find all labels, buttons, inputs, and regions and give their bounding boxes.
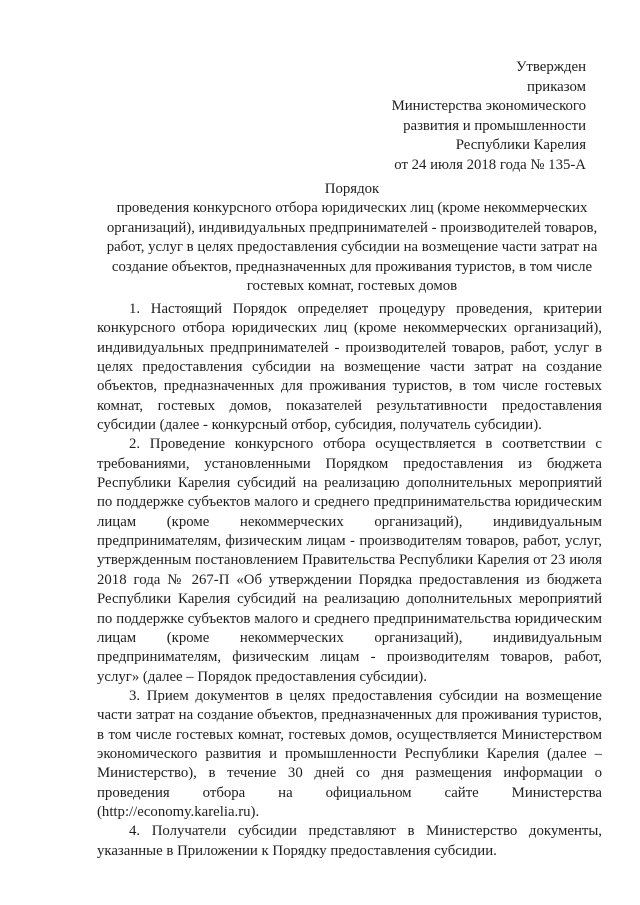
document-body: [97, 300, 602, 861]
document-subtitle: проведения конкурсного отбора юридических лиц (кроме некоммерческих организаций), индивидуальных предпринимателей - производителей товаров, работ, услуг в целях предоставления субсидии на возмещение части затрат на создание объектов, предназначенных для проживания туристов, в том числе гостевых комнат, гостевых домов: [106, 200, 598, 295]
approval-line: от 24 июля 2018 года № 135-А: [394, 156, 586, 173]
paragraph-3: 3. Прием документов в целях предоставления субсидии на возмещение части затрат на создание объектов, предназначенных для проживания туристов, в том числе гостевых комнат, гостевых домов, осуществляется Министерством экономического развития и промышленности Республики Карелия (далее – Министерство), в течение 30 дней со дня размещения информации о проведения отбора на официальном сайте Министерства (http://economy.karelia.ru).: [97, 687, 602, 820]
approval-line: развития и промышленности: [403, 117, 586, 134]
paragraph-4: 4. Получатели субсидии представляют в Министерство документы, указанные в Приложении к Порядку предоставления субсидии.: [97, 823, 602, 859]
paragraph-2: 2. Проведение конкурсного отбора осуществляется в соответствии с требованиями, установленными Порядком предоставления из бюджета Республики Карелия субсидий на реализацию дополнительных мероприятий по поддержке субъектов малого и среднего предпринимательства юридическим лицам (кроме некоммерческих организаций), индивидуальным предпринимателям, физическим лицам - производителям товаров, работ, услуг, утвержденным постановлением Правительства Республики Карелия от 23 июля 2018 года № 267-П «Об утверждении Порядка предоставления из бюджета Республики Карелия субсидий на реализацию дополнительных мероприятий по поддержке субъектов малого и среднего предпринимательства юридическим лицам (кроме некоммерческих организаций), индивидуальным предпринимателям, физическим лицам - производителям товаров, работ, услуг» (далее – Порядок предоставления субсидии).: [97, 436, 602, 685]
paragraph-1: 1. Настоящий Порядок определяет процедуру проведения, критерии конкурсного отбора юридических лиц (кроме некоммерческих организаций), индивидуальных предпринимателей - производителей товаров, работ, услуг в целях предоставления субсидии на возмещение части затрат на создание объектов, предназначенных для проживания туристов, в том числе гостевых комнат, гостевых домов, показателей результативности предоставления субсидии (далее - конкурсный отбор, субсидия, получатель субсидии).: [97, 301, 602, 434]
document-title: Порядок: [324, 181, 380, 197]
approval-line: Утвержден: [515, 59, 586, 75]
approval-line: приказом: [526, 78, 586, 95]
approval-line: Республики Карелия: [455, 137, 586, 154]
approval-block: [392, 58, 586, 176]
approval-line: Министерства экономического: [391, 98, 586, 115]
